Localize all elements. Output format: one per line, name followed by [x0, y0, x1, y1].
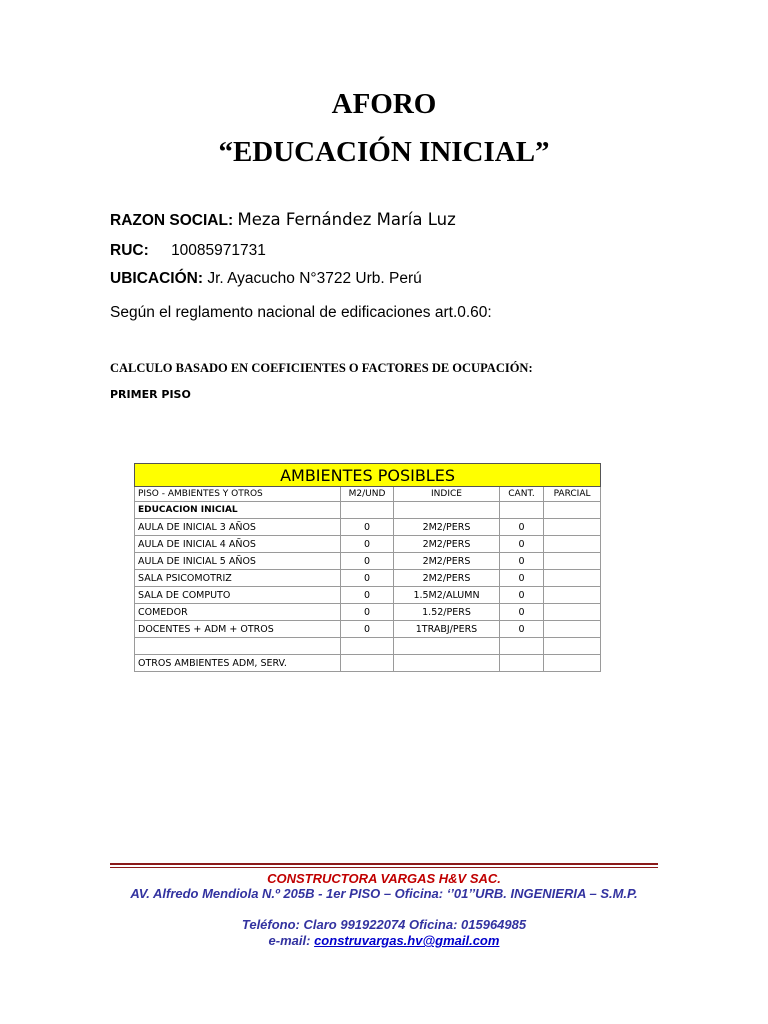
ruc-label: RUC: [110, 242, 149, 259]
cant-cell: 0 [500, 604, 544, 621]
footer-rule [110, 863, 658, 865]
footer-email-line [110, 933, 658, 948]
ambiente-cell: DOCENTES + ADM + OTROS [135, 621, 341, 638]
cant-cell: 0 [500, 570, 544, 587]
m2und-cell: 0 [341, 587, 394, 604]
ambiente-cell: SALA PSICOMOTRIZ [135, 570, 341, 587]
m2und-cell: 0 [341, 621, 394, 638]
ambiente-cell: AULA DE INICIAL 4 AÑOS [135, 536, 341, 553]
table-row [135, 655, 601, 672]
parcial-cell [544, 536, 601, 553]
ruc-line [110, 242, 266, 260]
cant-cell: 0 [500, 553, 544, 570]
m2und-cell: 0 [341, 604, 394, 621]
section-label: EDUCACION INICIAL [135, 502, 341, 519]
ruc-value: 10085971731 [171, 242, 266, 259]
footer-company: CONSTRUCTORA VARGAS H&V SAC. [267, 871, 501, 886]
indice-cell: 1TRABJ/PERS [394, 621, 500, 638]
indice-cell [394, 638, 500, 655]
table-row [135, 553, 601, 570]
cant-cell [500, 655, 544, 672]
parcial-cell [544, 519, 601, 536]
parcial-cell [544, 570, 601, 587]
ambiente-cell: OTROS AMBIENTES ADM, SERV. [135, 655, 341, 672]
razon-social-value: Meza Fernández María Luz [237, 210, 456, 229]
ubicacion-label: UBICACIÓN: [110, 270, 203, 287]
cant-cell [500, 638, 544, 655]
footer-address: AV. Alfredo Mendiola N.º 205B - 1er PISO – Oficina: ‘’01’’URB. INGENIERIA – S.M.P. [130, 886, 638, 901]
title-educacion-inicial: “EDUCACIÓN INICIAL” [218, 136, 550, 168]
indice-cell: 2M2/PERS [394, 536, 500, 553]
parcial-cell [544, 655, 601, 672]
footer-email-label: e-mail: [268, 933, 311, 948]
table-row [135, 621, 601, 638]
ambientes-table [134, 463, 600, 672]
indice-cell: 1.52/PERS [394, 604, 500, 621]
header-parcial: PARCIAL [544, 487, 601, 502]
parcial-cell [544, 553, 601, 570]
cant-cell: 0 [500, 536, 544, 553]
m2und-cell [341, 655, 394, 672]
table-row [135, 519, 601, 536]
parcial-cell [544, 604, 601, 621]
calculo-heading: CALCULO BASADO EN COEFICIENTES O FACTORES DE OCUPACIÓN: [110, 361, 533, 375]
section-row [135, 502, 601, 519]
m2und-cell: 0 [341, 519, 394, 536]
table-row [135, 587, 601, 604]
table-banner: AMBIENTES POSIBLES [135, 464, 601, 487]
m2und-cell: 0 [341, 553, 394, 570]
ubicacion-line [110, 270, 422, 288]
footer-email-link[interactable]: construvargas.hv@gmail.com [314, 933, 500, 948]
header-cant: CANT. [500, 487, 544, 502]
indice-cell: 2M2/PERS [394, 553, 500, 570]
ambiente-cell: SALA DE COMPUTO [135, 587, 341, 604]
reglamento-text: Según el reglamento nacional de edificaciones art.0.60: [110, 304, 492, 321]
table-header-row [135, 487, 601, 502]
title-aforo: AFORO [331, 88, 437, 120]
table-row [135, 604, 601, 621]
footer-rule-thin [110, 867, 658, 868]
header-indice: INDICE [394, 487, 500, 502]
m2und-cell [341, 638, 394, 655]
primer-piso-heading: PRIMER PISO [110, 388, 191, 401]
cant-cell: 0 [500, 587, 544, 604]
cant-cell: 0 [500, 519, 544, 536]
m2und-cell: 0 [341, 570, 394, 587]
ambiente-cell: AULA DE INICIAL 5 AÑOS [135, 553, 341, 570]
ambiente-cell [135, 638, 341, 655]
header-m2und: M2/UND [341, 487, 394, 502]
table-row [135, 536, 601, 553]
header-piso: PISO - AMBIENTES Y OTROS [135, 487, 341, 502]
indice-cell [394, 655, 500, 672]
table-row [135, 570, 601, 587]
indice-cell: 2M2/PERS [394, 519, 500, 536]
razon-social-line [110, 210, 456, 230]
footer-phone: Teléfono: Claro 991922074 Oficina: 015964985 [241, 917, 527, 932]
indice-cell: 2M2/PERS [394, 570, 500, 587]
ambiente-cell: COMEDOR [135, 604, 341, 621]
ambiente-cell: AULA DE INICIAL 3 AÑOS [135, 519, 341, 536]
indice-cell: 1.5M2/ALUMN [394, 587, 500, 604]
razon-social-label: RAZON SOCIAL: [110, 212, 234, 229]
parcial-cell [544, 587, 601, 604]
cant-cell: 0 [500, 621, 544, 638]
m2und-cell: 0 [341, 536, 394, 553]
parcial-cell [544, 638, 601, 655]
ubicacion-value: Jr. Ayacucho N°3722 Urb. Perú [207, 270, 422, 287]
table-row [135, 638, 601, 655]
parcial-cell [544, 621, 601, 638]
